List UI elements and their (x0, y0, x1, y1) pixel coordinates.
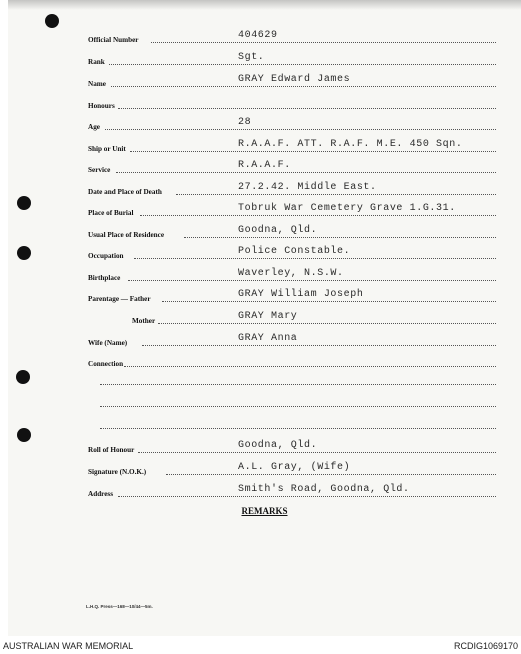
field-value: Goodna, Qld. (238, 225, 318, 236)
field-label: Ship or Unit (88, 145, 126, 153)
dotted-line (124, 366, 496, 367)
field-label: Official Number (88, 36, 139, 44)
scan-edge (8, 0, 521, 10)
dotted-line (134, 258, 496, 259)
field-value: R.A.A.F. (238, 160, 291, 171)
dotted-line (140, 215, 496, 216)
field-row (88, 114, 496, 132)
field-label: Honours (88, 102, 115, 110)
punch-hole (17, 196, 31, 210)
field-row (88, 286, 496, 304)
archive-caption-bar (0, 638, 521, 654)
field-label: Wife (Name) (88, 339, 128, 347)
dotted-line (162, 301, 496, 302)
field-value: 27.2.42. Middle East. (238, 182, 377, 193)
blank-line (100, 428, 496, 429)
punch-hole (16, 370, 30, 384)
field-value: Waverley, N.S.W. (238, 268, 344, 279)
field-value: Goodna, Qld. (238, 440, 318, 451)
field-value: GRAY Edward James (238, 74, 351, 85)
blank-line (100, 384, 496, 385)
field-row (88, 200, 496, 218)
field-value: Police Constable. (238, 246, 351, 257)
field-label: Rank (88, 58, 105, 66)
field-label: Usual Place of Residence (88, 231, 165, 239)
field-value: GRAY William Joseph (238, 289, 364, 300)
punch-hole (17, 246, 31, 260)
dotted-line (105, 129, 496, 130)
field-value: Sgt. (238, 52, 265, 63)
field-row (88, 481, 496, 499)
field-row (88, 437, 496, 455)
field-row (88, 351, 496, 369)
dotted-line (142, 345, 496, 346)
field-value: R.A.A.F. ATT. R.A.F. M.E. 450 Sqn. (238, 139, 463, 150)
field-row (88, 222, 496, 240)
field-row (88, 243, 496, 261)
remarks-heading: REMARKS (241, 506, 288, 516)
field-label: Address (88, 490, 114, 498)
dotted-line (118, 108, 496, 109)
field-label: Connection (88, 360, 124, 368)
field-row (88, 93, 496, 111)
field-row (88, 179, 496, 197)
dotted-line (166, 474, 496, 475)
field-label: Place of Burial (88, 209, 134, 217)
dotted-line (158, 323, 496, 324)
archive-reference: RCDIG1069170 (453, 641, 518, 651)
field-value: A.L. Gray, (Wife) (238, 462, 351, 473)
printer-imprint: L.H.Q. Press—168—10/44—5m. (86, 604, 153, 609)
field-label: Roll of Honour (88, 446, 135, 454)
field-label: Birthplace (88, 274, 121, 282)
field-label: Age (88, 123, 100, 131)
field-value: GRAY Mary (238, 311, 298, 322)
field-value: GRAY Anna (238, 333, 298, 344)
dotted-line (184, 237, 496, 238)
field-label: Date and Place of Death (88, 188, 162, 196)
field-row (88, 265, 496, 283)
field-value: Tobruk War Cemetery Grave 1.G.31. (238, 203, 456, 214)
dotted-line (128, 280, 496, 281)
dotted-line (111, 86, 496, 87)
field-row (88, 330, 496, 348)
dotted-line (118, 496, 496, 497)
field-row (88, 27, 496, 45)
field-row (88, 49, 496, 67)
dotted-line (130, 151, 496, 152)
field-label: Mother (132, 317, 156, 325)
field-label: Name (88, 80, 106, 88)
archive-name: AUSTRALIAN WAR MEMORIAL (3, 641, 134, 651)
field-row (88, 136, 496, 154)
field-label: Occupation (88, 252, 124, 260)
dotted-line (138, 452, 496, 453)
dotted-line (116, 172, 496, 173)
dotted-line (109, 64, 496, 65)
field-row (88, 71, 496, 89)
field-value: 28 (238, 117, 252, 128)
blank-line (100, 406, 496, 407)
field-row (88, 308, 496, 326)
punch-hole (45, 14, 59, 28)
dotted-line (176, 194, 496, 195)
field-label: Parentage — Father (88, 295, 151, 303)
field-label: Signature (N.O.K.) (88, 468, 147, 476)
field-value: Smith's Road, Goodna, Qld. (238, 484, 410, 495)
field-value: 404629 (238, 30, 278, 41)
field-row (88, 157, 496, 175)
field-label: Service (88, 166, 111, 174)
punch-hole (17, 428, 31, 442)
document-sheet (8, 0, 521, 636)
dotted-line (151, 42, 496, 43)
field-row (88, 459, 496, 477)
